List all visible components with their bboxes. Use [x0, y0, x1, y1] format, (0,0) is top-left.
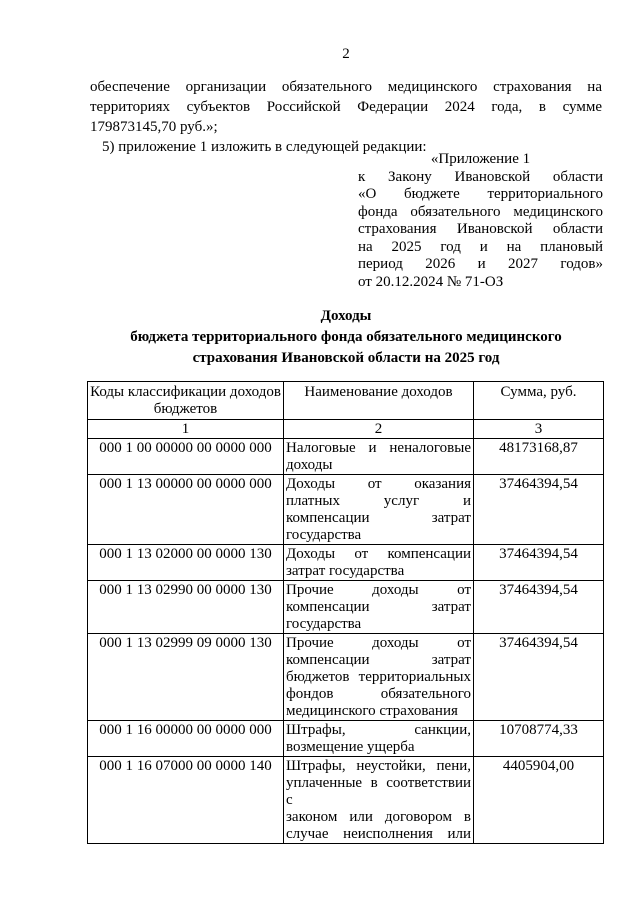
title-line: страхования Ивановской области на 2025 год	[192, 350, 500, 366]
income-name-line: Штрафы, санкции,	[286, 722, 471, 738]
income-name-line: Доходы от компенсации	[286, 546, 471, 562]
intro-line: обеспечение организации обязательного медицинского страхования на	[90, 79, 602, 95]
header-name: Наименование доходов	[284, 382, 474, 420]
appendix-reference-block	[358, 151, 603, 291]
budget-code-cell: 000 1 13 02000 00 0000 130	[88, 545, 284, 581]
column-number-3: 3	[474, 420, 604, 439]
appendix-line: «Приложение 1	[430, 151, 531, 167]
amendment-item: 5) приложение 1 изложить в следующей редакции:	[102, 139, 427, 155]
income-name-line: компенсации затрат	[286, 652, 471, 668]
appendix-line: «О бюджете территориального	[358, 186, 603, 202]
table-row	[88, 581, 604, 634]
table-row	[88, 439, 604, 475]
budget-code-cell: 000 1 00 00000 00 0000 000	[88, 439, 284, 475]
budget-code-cell: 000 1 13 02999 09 0000 130	[88, 634, 284, 721]
table-row	[88, 721, 604, 757]
table-row	[88, 634, 604, 721]
sum-cell: 37464394,54	[474, 475, 604, 545]
income-name-line: государства	[286, 616, 362, 632]
sum-cell: 37464394,54	[474, 634, 604, 721]
income-name-line: возмещение ущерба	[286, 739, 415, 755]
income-name-line: Доходы от оказания	[286, 476, 471, 492]
income-table	[87, 381, 604, 844]
income-name-line: случае неисполнения или	[286, 826, 471, 842]
intro-paragraph	[90, 77, 602, 137]
header-codes: Коды классификации доходов бюджетов	[88, 382, 284, 420]
table-header-row	[88, 382, 604, 420]
table-row	[88, 475, 604, 545]
sum-cell: 10708774,33	[474, 721, 604, 757]
income-name-cell	[284, 757, 474, 844]
budget-code-cell: 000 1 13 00000 00 0000 000	[88, 475, 284, 545]
column-number-1: 1	[88, 420, 284, 439]
title-line: Доходы	[320, 308, 372, 324]
budget-code-cell: 000 1 16 00000 00 0000 000	[88, 721, 284, 757]
income-name-line: затрат государства	[286, 563, 405, 579]
budget-code-cell: 000 1 16 07000 00 0000 140	[88, 757, 284, 844]
sum-cell: 4405904,00	[474, 757, 604, 844]
income-name-cell	[284, 581, 474, 634]
income-name-line: уплаченные в соответствии с	[286, 775, 471, 808]
sum-cell: 37464394,54	[474, 545, 604, 581]
income-name-line: медицинского страхования	[286, 703, 458, 719]
income-name-line: доходы	[286, 457, 333, 473]
appendix-line: период 2026 и 2027 годов»	[358, 256, 603, 272]
header-sum: Сумма, руб.	[474, 382, 604, 420]
document-title	[90, 306, 602, 369]
appendix-line: на 2025 год и на плановый	[358, 238, 603, 255]
table-row	[88, 545, 604, 581]
sum-cell: 48173168,87	[474, 439, 604, 475]
income-name-line: компенсации затрат	[286, 510, 471, 526]
income-name-cell	[284, 475, 474, 545]
income-table-container	[87, 381, 604, 844]
column-number-2: 2	[284, 420, 474, 439]
income-name-line: законом или договором в	[286, 809, 471, 825]
income-name-cell	[284, 634, 474, 721]
income-name-line: фондов обязательного	[286, 686, 471, 702]
income-name-line: государства	[286, 527, 362, 543]
table-row	[88, 757, 604, 844]
income-name-cell	[284, 721, 474, 757]
intro-line: территориях субъектов Российской Федерации 2024 года, в сумме	[90, 99, 602, 115]
income-name-line: Штрафы, неустойки, пени,	[286, 758, 471, 774]
budget-code-cell: 000 1 13 02990 00 0000 130	[88, 581, 284, 634]
column-number-row	[88, 420, 604, 439]
income-name-line: компенсации затрат	[286, 599, 471, 615]
income-name-cell	[284, 439, 474, 475]
income-name-cell	[284, 545, 474, 581]
income-name-line: Прочие доходы от	[286, 582, 471, 598]
page-number: 2	[342, 46, 350, 62]
appendix-line: от 20.12.2024 № 71-ОЗ	[358, 273, 504, 290]
appendix-line: страхования Ивановской области	[358, 221, 603, 237]
title-line: бюджета территориального фонда обязательного медицинского	[130, 329, 562, 345]
income-name-line: Прочие доходы от	[286, 635, 471, 651]
appendix-line: к Закону Ивановской области	[358, 168, 603, 185]
intro-section	[90, 77, 602, 157]
income-name-line: бюджетов территориальных	[286, 669, 471, 685]
sum-cell: 37464394,54	[474, 581, 604, 634]
intro-line: 179873145,70 руб.»;	[90, 119, 218, 135]
income-name-line: платных услуг и	[286, 493, 471, 509]
income-name-line: Налоговые и неналоговые	[286, 440, 471, 456]
appendix-line: фонда обязательного медицинского	[358, 203, 603, 220]
